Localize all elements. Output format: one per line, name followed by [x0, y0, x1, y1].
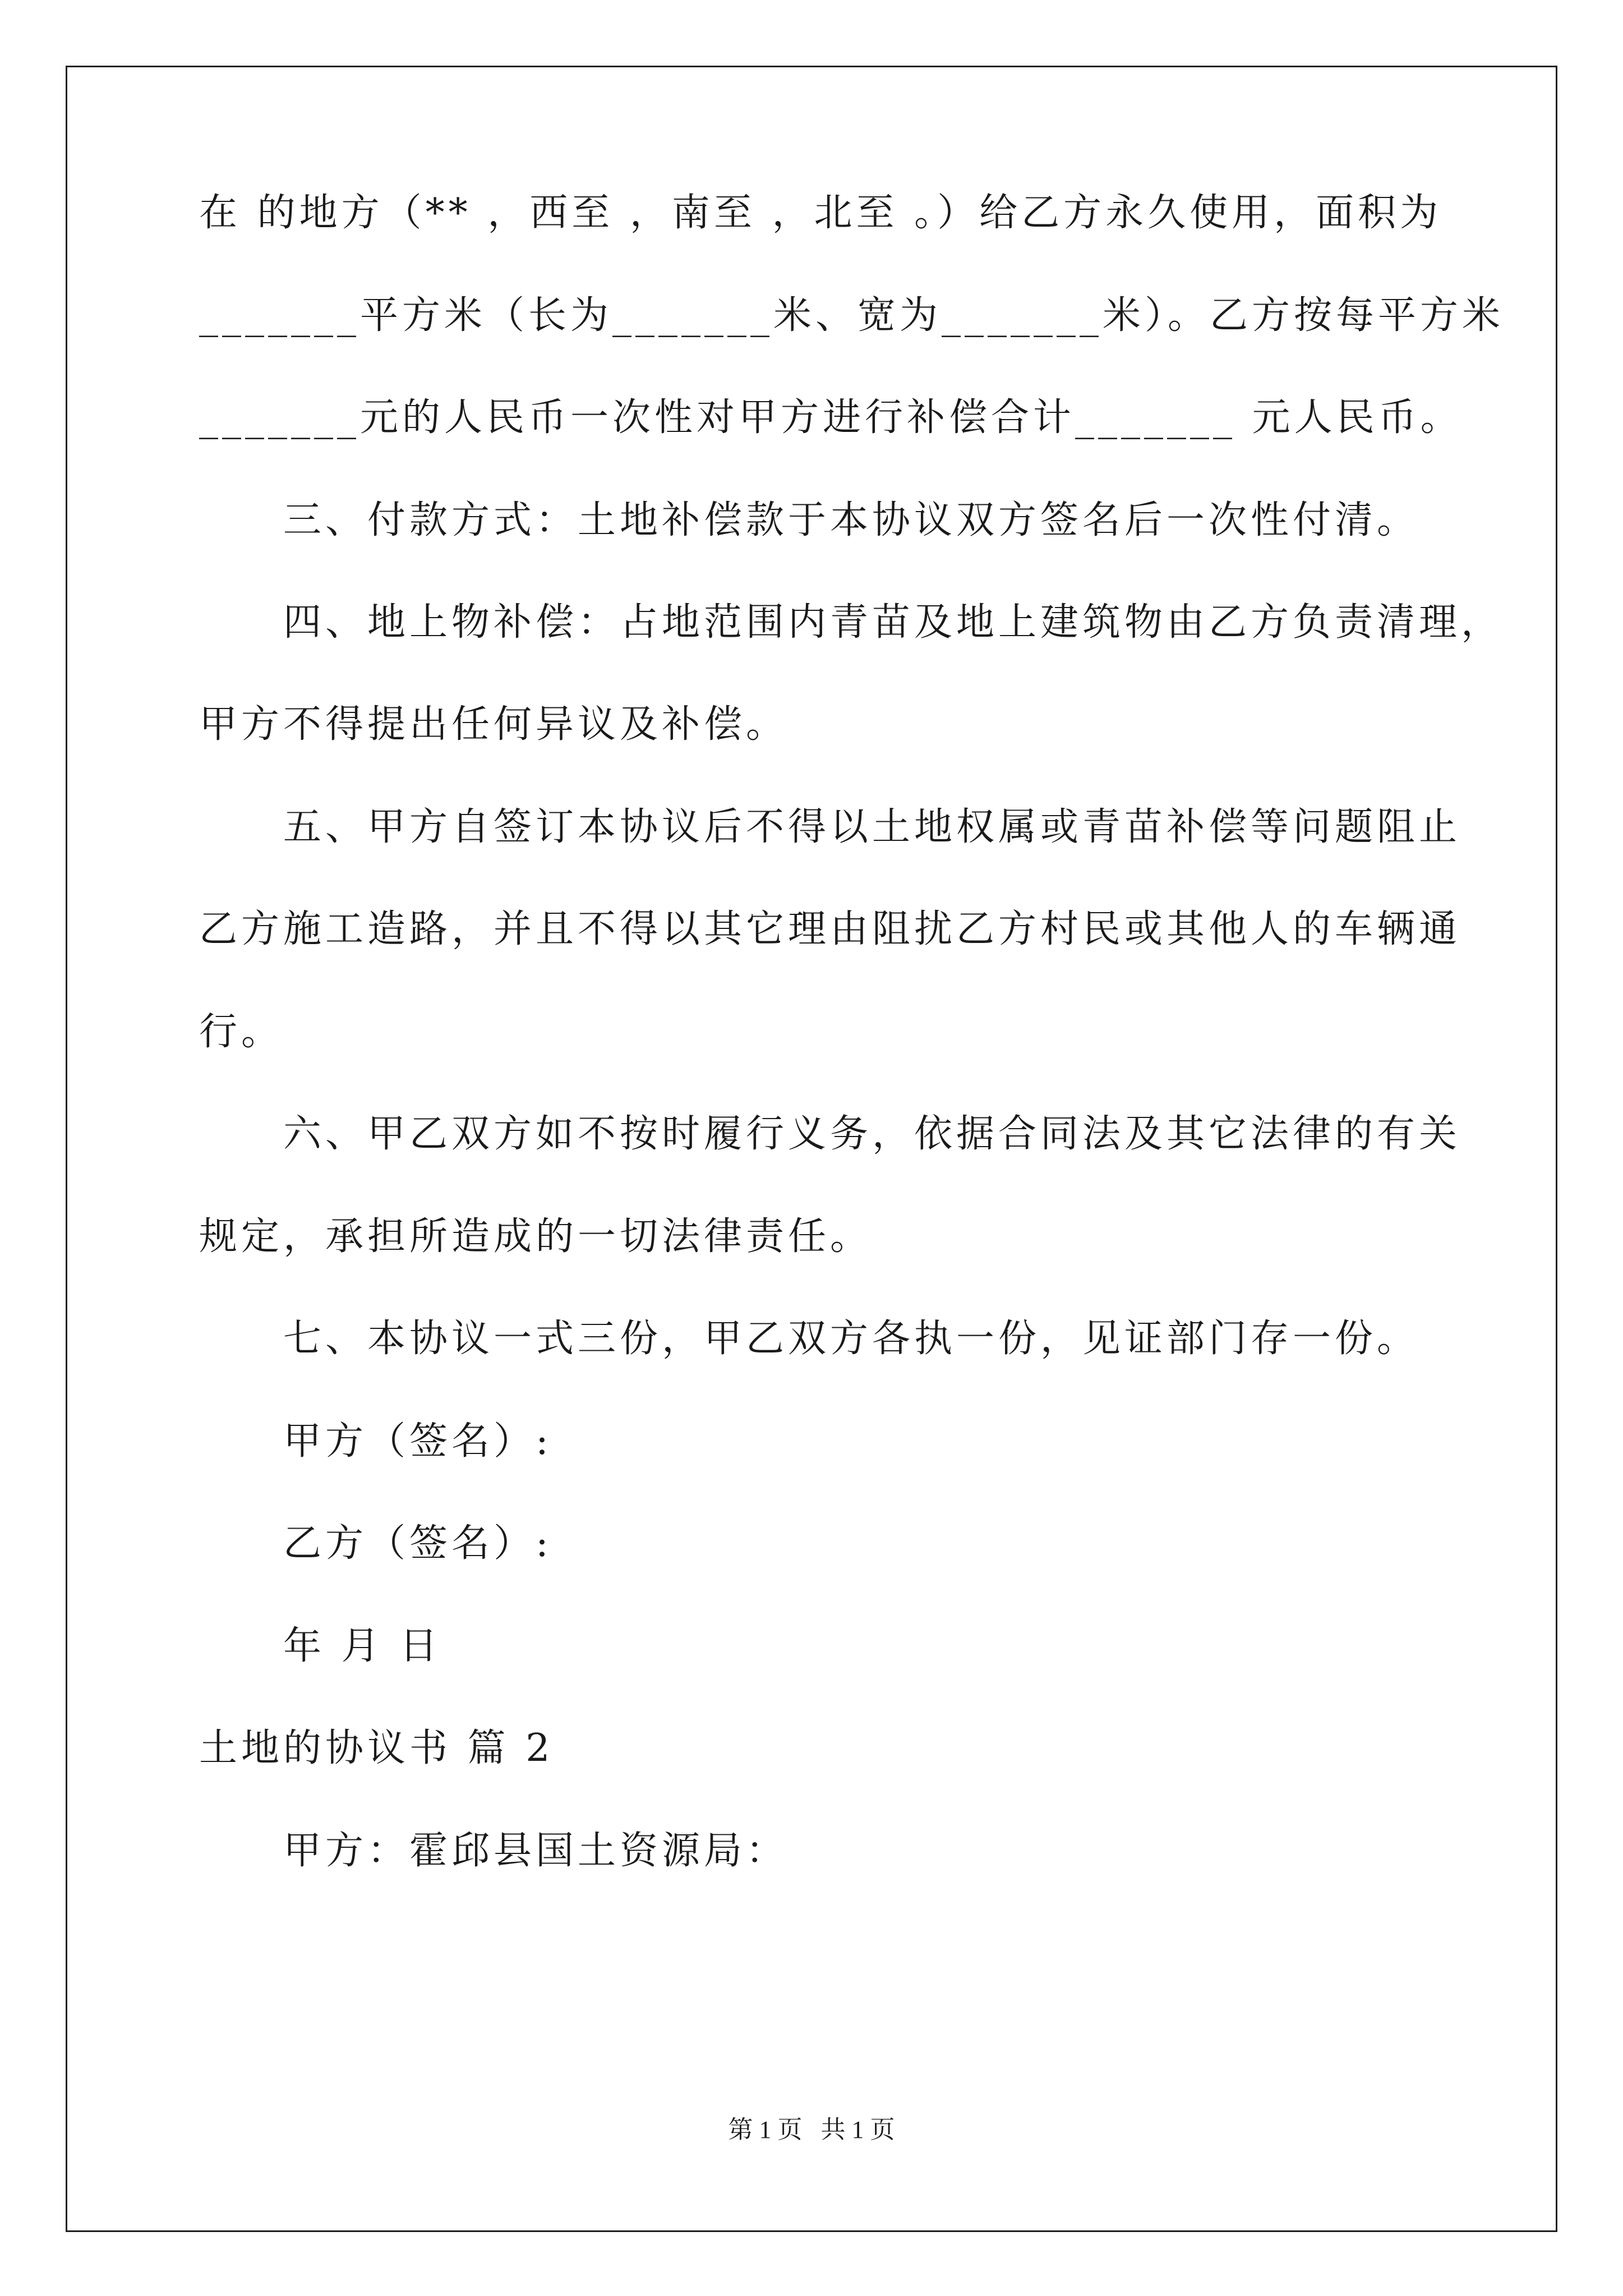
- text-line: 规定，承担所造成的一切法律责任。: [199, 1214, 873, 1259]
- party-b-signature: 乙方（签名）:: [283, 1521, 552, 1566]
- clause-4: 四、地上物补偿：占地范围内青苗及地上建筑物由乙方负责清理，: [283, 600, 1504, 645]
- party-a-line: 甲方：霍邱县国土资源局：: [283, 1829, 789, 1873]
- text-line: _______平方米（长为_______米、宽为_______米）。乙方按每平方米: [199, 293, 1505, 338]
- text-line: 在 的地方（** ，西至 ，南至 ，北至 。）给乙方永久使用，面积为: [199, 191, 1442, 235]
- clause-5: 五、甲方自签订本协议后不得以土地权属或青苗补偿等问题阻止: [283, 805, 1461, 849]
- clause-7: 七、本协议一式三份，甲乙双方各执一份，见证部门存一份。: [283, 1317, 1419, 1361]
- text-line: 乙方施工造路，并且不得以其它理由阻扰乙方村民或其他人的车辆通: [199, 907, 1461, 951]
- party-a-signature: 甲方（签名）:: [283, 1419, 552, 1464]
- date-line: 年 月 日: [283, 1624, 442, 1668]
- clause-6: 六、甲乙双方如不按时履行义务，依据合同法及其它法律的有关: [283, 1112, 1461, 1156]
- page-footer: 第 1 页 共 1 页: [728, 2116, 895, 2143]
- text-line: 行。: [199, 1010, 284, 1054]
- text-line: 甲方不得提出任何异议及补偿。: [199, 702, 789, 747]
- section-heading: 土地的协议书 篇 2: [199, 1726, 554, 1770]
- text-line: _______元的人民币一次性对甲方进行补偿合计_______ 元人民币。: [199, 395, 1463, 440]
- clause-3: 三、付款方式：土地补偿款于本协议双方签名后一次性付清。: [283, 498, 1419, 542]
